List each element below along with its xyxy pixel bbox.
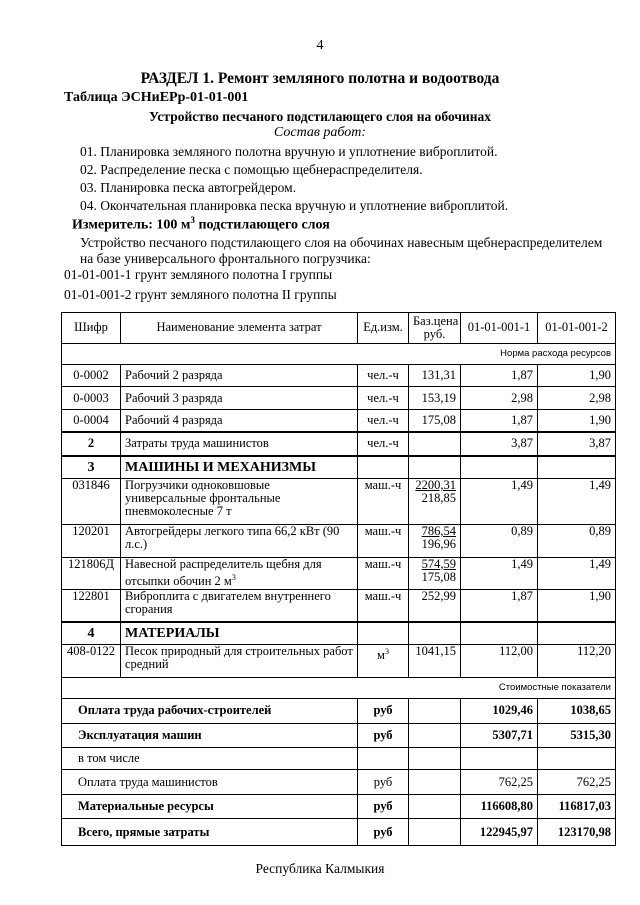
- row-code: 2: [62, 432, 121, 456]
- row-unit: $м^3$: [358, 645, 409, 678]
- work-description: Устройство песчаного подстилающего слоя на обочинах навесным щебнераспределителем на базе универсального фронтального погрузчика:: [80, 235, 603, 266]
- total-value-2: 762,25: [538, 770, 616, 794]
- works-heading: Состав работ:: [273, 125, 367, 140]
- row-unit: маш.-ч: [358, 524, 409, 557]
- total-value-1: 116608,80: [461, 794, 538, 818]
- total-name: Всего, прямые затраты: [62, 819, 358, 846]
- total-value-1: 1029,46: [461, 699, 538, 723]
- row-value-2: 1,49: [538, 479, 616, 525]
- row-code: 0-0004: [62, 409, 121, 431]
- row-value-2: 112,20: [538, 645, 616, 678]
- group-row-machines: [62, 456, 616, 478]
- total-value-1: 762,25: [461, 770, 538, 794]
- totals-row: [62, 723, 616, 747]
- total-value-2: 1038,65: [538, 699, 616, 723]
- totals-row: [62, 819, 616, 846]
- total-value-1: [461, 748, 538, 770]
- row-value-1: 1,87: [461, 590, 538, 623]
- header-unit: Ед.изм.: [358, 313, 409, 344]
- table-heading: Устройство песчаного подстилающего слоя на обочинах: [148, 109, 492, 124]
- total-name: Оплата труда машинистов: [62, 770, 358, 794]
- row-value-1: 3,87: [461, 432, 538, 456]
- totals-row: [62, 794, 616, 818]
- header-price: Баз.цена руб.: [409, 313, 461, 344]
- table-row: [62, 524, 616, 557]
- row-code: 408-0122: [62, 645, 121, 678]
- group-title: МАШИНЫ И МЕХАНИЗМЫ: [121, 456, 358, 478]
- row-unit: чел.-ч: [358, 364, 409, 386]
- row-price: [409, 557, 461, 590]
- total-value-2: 123170,98: [538, 819, 616, 846]
- row-price: 175,08: [409, 409, 461, 431]
- price-operator: 196,96: [421, 536, 456, 551]
- row-value-1: 1,87: [461, 409, 538, 431]
- total-name: Материальные ресурсы: [62, 794, 358, 818]
- cost-label: Стоимостные показатели: [62, 677, 616, 698]
- row-code: 121806Д: [62, 557, 121, 590]
- row-value-2: 1,90: [538, 590, 616, 623]
- row-name: Затраты труда машинистов: [121, 432, 358, 456]
- table-code: Таблица ЭСНиЕРр-01-01-001: [64, 90, 249, 105]
- row-unit: чел.-ч: [358, 409, 409, 431]
- resource-table: [61, 312, 616, 846]
- section-title: РАЗДЕЛ 1. Ремонт земляного полотна и водоотвода: [140, 70, 500, 87]
- row-value-2: 1,49: [538, 557, 616, 590]
- page-number: 4: [316, 38, 324, 53]
- total-name: в том числе: [62, 748, 358, 770]
- norm-label-row: [62, 343, 616, 364]
- group-code: 3: [62, 456, 121, 478]
- row-price: [409, 432, 461, 456]
- work-item: 04. Окончательная планировка песка вручную и уплотнение виброплитой.: [80, 198, 509, 213]
- total-unit: руб: [358, 794, 409, 818]
- row-code: 120201: [62, 524, 121, 557]
- row-value-1: 1,49: [461, 479, 538, 525]
- total-value-2: 5315,30: [538, 723, 616, 747]
- price-operator: 218,85: [421, 491, 456, 506]
- total-value-2: [538, 748, 616, 770]
- norm-label: Норма расхода ресурсов: [62, 343, 616, 364]
- total-unit: [358, 748, 409, 770]
- header-variant-1: 01-01-001-1: [461, 313, 538, 344]
- row-name: Автогрейдеры легкого типа 66,2 кВт (90 л.с.): [121, 524, 358, 557]
- row-value-2: 1,90: [538, 409, 616, 431]
- row-name: Рабочий 4 разряда: [121, 409, 358, 431]
- table-row: [62, 645, 616, 678]
- group-title: МАТЕРИАЛЫ: [121, 622, 358, 644]
- row-code: 0-0003: [62, 387, 121, 409]
- variant-item: 01-01-001-2 грунт земляного полотна II группы: [64, 287, 337, 302]
- row-code: 031846: [62, 479, 121, 525]
- row-value-1: 0,89: [461, 524, 538, 557]
- table-header-row: [62, 313, 616, 344]
- row-price: 131,31: [409, 364, 461, 386]
- work-item: 01. Планировка земляного полотна вручную и уплотнение виброплитой.: [80, 144, 498, 159]
- variant-item: 01-01-001-1 грунт земляного полотна I группы: [64, 267, 333, 282]
- total-name: Эксплуатация машин: [62, 723, 358, 747]
- row-code: 0-0002: [62, 364, 121, 386]
- cost-label-row: [62, 677, 616, 698]
- measure-unit: Измеритель: 100 $м^3$ подстилающего слоя: [72, 215, 330, 233]
- operators-row: [62, 432, 616, 456]
- row-unit: маш.-ч: [358, 479, 409, 525]
- row-name: Рабочий 3 разряда: [121, 387, 358, 409]
- total-unit: руб: [358, 723, 409, 747]
- header-code: Шифр: [62, 313, 121, 344]
- table-row: [62, 409, 616, 431]
- row-value-2: 2,98: [538, 387, 616, 409]
- row-value-2: 3,87: [538, 432, 616, 456]
- row-unit: маш.-ч: [358, 590, 409, 623]
- row-price: 1041,15: [409, 645, 461, 678]
- row-unit: чел.-ч: [358, 432, 409, 456]
- price-base: 786,54: [421, 524, 456, 538]
- price-operator: 175,08: [421, 569, 456, 584]
- row-value-1: 112,00: [461, 645, 538, 678]
- row-price: [409, 479, 461, 525]
- table-row: [62, 590, 616, 623]
- work-item: 02. Распределение песка с помощью щебнераспределителя.: [80, 162, 423, 177]
- row-price: 153,19: [409, 387, 461, 409]
- total-value-2: 116817,03: [538, 794, 616, 818]
- row-unit: маш.-ч: [358, 557, 409, 590]
- table-row: [62, 557, 616, 590]
- group-row-materials: [62, 622, 616, 644]
- price-base: 574,59: [421, 557, 456, 571]
- row-value-1: 1,87: [461, 364, 538, 386]
- table-row: [62, 387, 616, 409]
- row-code: 122801: [62, 590, 121, 623]
- price-base: 2200,31: [415, 478, 456, 493]
- work-item: 03. Планировка песка автогрейдером.: [80, 180, 297, 195]
- total-unit: руб: [358, 770, 409, 794]
- group-code: 4: [62, 622, 121, 644]
- row-value-1: 2,98: [461, 387, 538, 409]
- row-name: Навесной распределитель щебня для отсыпки обочин 2 $м^3$: [121, 557, 358, 590]
- row-value-2: 0,89: [538, 524, 616, 557]
- row-price: 252,99: [409, 590, 461, 623]
- row-name: Виброплита с двигателем внутреннего сгорания: [121, 590, 358, 623]
- row-name: Рабочий 2 разряда: [121, 364, 358, 386]
- total-unit: руб: [358, 819, 409, 846]
- totals-row: [62, 699, 616, 723]
- header-variant-2: 01-01-001-2: [538, 313, 616, 344]
- header-name: Наименование элемента затрат: [121, 313, 358, 344]
- row-value-2: 1,90: [538, 364, 616, 386]
- row-price: [409, 524, 461, 557]
- totals-row: [62, 748, 616, 770]
- row-name: Песок природный для строительных работ средний: [121, 645, 358, 678]
- table-row: [62, 479, 616, 525]
- footer-region: Республика Калмыкия: [255, 861, 385, 876]
- row-unit: чел.-ч: [358, 387, 409, 409]
- row-name: Погрузчики одноковшовые универсальные фронтальные пневмоколесные 7 т: [121, 479, 358, 525]
- table-row: [62, 364, 616, 386]
- total-unit: руб: [358, 699, 409, 723]
- total-name: Оплата труда рабочих-строителей: [62, 699, 358, 723]
- total-value-1: 5307,71: [461, 723, 538, 747]
- total-value-1: 122945,97: [461, 819, 538, 846]
- row-value-1: 1,49: [461, 557, 538, 590]
- totals-row: [62, 770, 616, 794]
